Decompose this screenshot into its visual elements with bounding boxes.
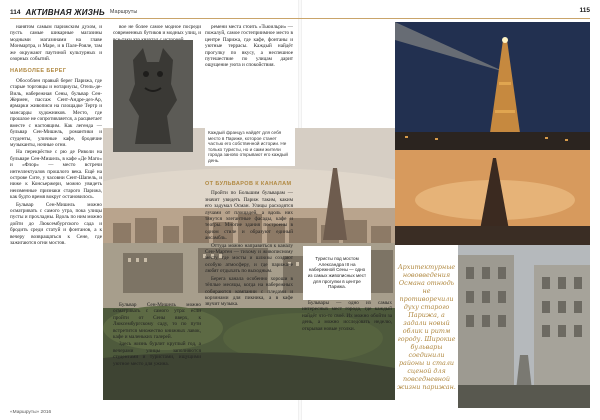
paragraph: Здесь жизнь бурлит круглый год, а вечерами улицы заполняются студентами и туристами, ищущими уютное место для ужина. [113, 341, 201, 367]
paragraph: ремени места стоить «Тьюильри» — пожалуй, самое гостеприимное место в центре Парижа, где кафе, фонтаны и уютные террасы. Каждый найдёт прогулку по вкусу, а неспешное путешествие по улицам дарит ощущение уюта и спокойствия. [205, 24, 293, 69]
text-column-1 [10, 24, 102, 408]
footer-left: «Маршруты» 2016 [10, 410, 52, 415]
paragraph: Бульвары — одно из самых интересных мест города, где каждый найдёт что-то своё. Их можно обойти за день, а можно исследовать неделю, открывая новые уголки. [302, 300, 392, 332]
paragraph: Бульвар Сен-Мишель можно осматривать с самого утра, пока улицы пусты и прохладны. Вдоль по ним можно дойти до Люксембургского сада и бродить среди статуй и фонтанов, а к вечеру возвращаться к Сене, где зажигаются огни мостов. [10, 201, 102, 246]
paragraph: нанятом самым парижским духом, и пусть самые шикарные магазины модными магазинами на главе Монмартра, и Маре, и в Пале-Рояле, там же окружают паутиной культурных и озорных событий. [10, 24, 102, 63]
header-left [10, 6, 137, 18]
gargoyle-illustration [113, 40, 193, 152]
paragraph: Обособлен правый берег Парижа, где старые торговцы и нотариусы, Отель-де-Виль, набережная Сены, бульвар Сен-Жермен, пассаж Сент-Андре-дез-Ар, ярмарки живописи на площадке Тертр и мансарды художников. Место, где прошлое не сопротивляется, а расцветает вместе с настоящим. Как легенда — бульвар Сен-Мишель, романтики и студенты, уличные кафе, бродячие музыканты, ночные огни. [10, 77, 102, 148]
paragraph: Оттуда можно направиться к каналу Сен-Мартен — тихому и живописному месту, где мосты и шлюзы создают особую атмосферу, и где парижане любят отдыхать по выходным. [205, 242, 293, 275]
photo-caption: Каждый француз найдёт для себя место в Париже, которое станет частью его собственной истории. Не только туристы, но и сами жители города заново открывают его каждый день. [205, 128, 295, 166]
pull-quote: Архитектурные нововведения Османа отнюдь не противоречили духу старого Парижа, а задали новый облик и ритм городу. Широкие бульвары соединили районы и стали сценой для повседневной жизни парижан. [395, 245, 458, 408]
eiffel-tower-night-photo [395, 22, 590, 150]
eiffel-tower-sunset-photo [395, 150, 590, 245]
page-number-left: 114 [10, 8, 21, 16]
text-column-3-bottom [205, 175, 293, 408]
paragraph: Пройти по Большим бульварам — значит увидеть Париж таким, каким его задумал Осман. Улицы расходятся лучами от площадей, а вдоль них тянутся элегантные фасады, кафе и театры. Многие здания построены в одном стиле и образуют единый ансамбль. [205, 190, 293, 242]
street-illustration [458, 245, 590, 408]
paris-street-photo [458, 245, 590, 408]
section-title: АКТИВНАЯ ЖИЗНЬ [25, 7, 105, 17]
page-number-right: 115 [579, 7, 590, 14]
eiffel-sunset-illustration [395, 150, 590, 245]
paragraph: На перекрёстке с рю де Риволи на бульваре Сен-Мишель, в кафе «Де Маго» и «Флор» — место встречи интеллектуалов прошлого века. Ещё на острове Сите, у часовни Сент-Шапель, и ниже к Консьержери, можно увидеть неизменные признаки старого Парижа, как будто время вокруг остановилось. [10, 149, 102, 201]
text-column-2-bottom [113, 302, 201, 408]
header-rule [10, 18, 590, 19]
eiffel-night-illustration [395, 22, 590, 150]
text-column-3-top [205, 24, 293, 127]
paragraph: вое не более самое модное посреди современных бутиков и модных улиц, и [113, 24, 201, 37]
paragraph: Бульвар Сен-Мишель можно осматривать с самого утра: если пройти от Сены вверх, к Люксембургскому саду, то по пути встретится множество книжных лавок, кафе и маленьких галерей. [113, 302, 201, 341]
photo-caption: Туристы под мостом Александра III на набережной Сены — одно из самых живописных мест для прогулки в центре Парижа. [303, 246, 371, 300]
subheading: ОТ БУЛЬВАРОВ К КАНАЛАМ [205, 181, 292, 187]
gargoyle-photo [113, 40, 193, 152]
subsection-title: Маршруты [109, 9, 138, 15]
subheading: НАИБОЛЕЕ БЕРЕГ [10, 68, 67, 75]
paragraph: Берега канала особенно хороши в тёплые месяцы, когда на набережных собираются компании с пледами и корзинами для пикника, а в кафе звучит музыка. [205, 275, 293, 308]
text-column-4-bottom [302, 300, 392, 408]
